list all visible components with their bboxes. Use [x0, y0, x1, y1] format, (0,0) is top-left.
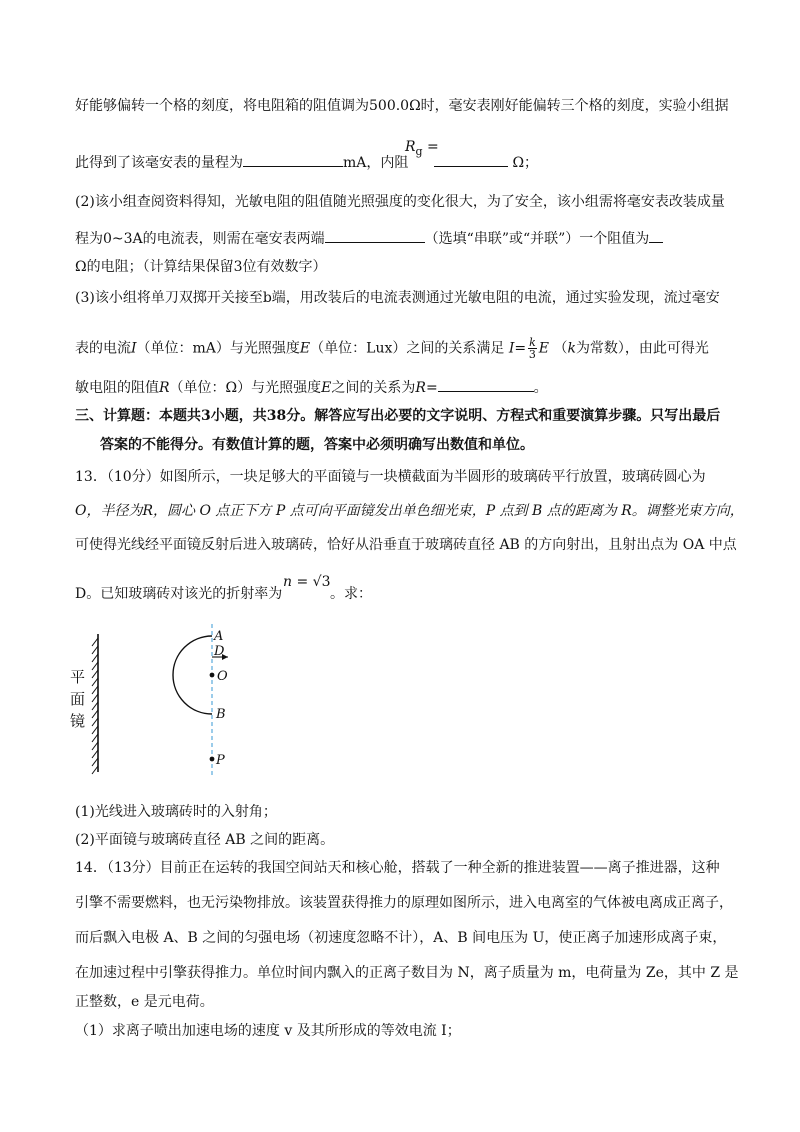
q14-part-1: （1）求离子喷出加速电场的速度 v 及其所形成的等效电流 I； [75, 1023, 461, 1039]
mirror-label-3: 镜 [70, 712, 86, 730]
q14-line-5: 正整数，e 是元电荷。 [75, 994, 214, 1010]
q13-diagram [62, 620, 262, 780]
text-line-2 [75, 152, 408, 172]
text-line-8: 敏电阻的阻值R（单位：Ω）与光照强度E之间的关系为R= 。 [75, 377, 548, 397]
q14-line-4: 在加速过程中引擎获得推力。单位时间内飘入的正离子数目为 N，离子质量为 m，电荷量为 Ze，其中 Z 是 [75, 965, 739, 981]
q13-line-2: O，半径为R，圆心 O 点正下方 P 点可向平面镜发出单色细光束，P 点到 B 点的距离为 R。调整光束方向， [75, 503, 744, 519]
label-o: O [217, 669, 228, 684]
fraction-k-over-3: $\frac{k}{3}$ [528, 336, 536, 361]
text-line-7: 表的电流I（单位：mA）与光照强度E（单位：Lux）之间的关系满足 I= $\frac{k}{3}$ E （k为常数），由此可得光 [75, 336, 709, 361]
section-3-heading: 三、计算题：本题共3小题，共38分。解答应写出必要的文字说明、方程式和重要演算步骤。只写出最后 [75, 408, 721, 424]
text-line-4: 程为0~3A的电流表，则需在毫安表两端 （选填“串联”或“并联”）一个阻值为 [75, 228, 663, 248]
text-line-1: 好能够偏转一个格的刻度，将电阻箱的阻值调为500.0Ω时，毫安表刚好能偏转三个格的刻度，实验小组据 [75, 98, 729, 114]
text-range-prompt: 此得到了该毫安表的量程为 [75, 155, 243, 171]
q13-ask: 。求： [330, 586, 372, 602]
resistance-blank[interactable] [434, 152, 508, 167]
point-p [210, 757, 215, 762]
label-a: A [214, 629, 224, 644]
q13-line-3: 可使得光线经平面镜反射后进入玻璃砖，恰好从沿垂直于玻璃砖直径 AB 的方向射出，且射出点为 OA 中点 [75, 537, 737, 553]
mirror-hatching [92, 638, 98, 774]
label-b: B [216, 707, 226, 722]
label-p: P [216, 753, 225, 768]
text-line-6: (3)该小组将单刀双掷开关接至b端，用改装后的电流表测通过光敏电阻的电流，通过实验发现，流过毫安 [75, 290, 720, 306]
text-resistance-prompt: mA，内阻 [343, 155, 409, 171]
resistor-value-blank[interactable] [649, 228, 663, 243]
r-expression-blank[interactable] [438, 377, 534, 392]
connection-blank[interactable] [325, 228, 425, 243]
semicircle-glass [173, 636, 212, 714]
q13-line-1: 13．（10分）如图所示，一块足够大的平面镜与一块横截面为半圆形的玻璃砖平行放置，玻璃砖圆心为 [75, 469, 706, 485]
q14-line-1: 14．（13分）目前正在运转的我国空间站天和核心舱，搭载了一种全新的推进装置——离子推进器，这种 [75, 860, 720, 876]
label-d: D [214, 644, 225, 659]
q14-line-2: 引擎不需要燃料，也无污染物排放。该装置获得推力的原理如图所示，进入电离室的气体被电离成正离子， [75, 895, 733, 911]
text-line-2-tail: Ω； [434, 152, 538, 172]
mirror-label-2: 面 [70, 690, 86, 708]
refractive-index-formula: n = √3 [283, 574, 331, 590]
text-line-5: Ω的电阻；（计算结果保留3位有效数字） [75, 259, 327, 275]
rg-symbol: $R_g$ = [405, 139, 439, 158]
point-o [210, 673, 215, 678]
q13-part-2: (2)平面镜与玻璃砖直径 AB 之间的距离。 [75, 832, 335, 848]
q13-part-1: (1)光线进入玻璃砖时的入射角； [75, 804, 277, 820]
mirror-label-1: 平 [70, 668, 86, 686]
q13-line-4: D。已知玻璃砖对该光的折射率为 [75, 586, 283, 602]
text-line-3: (2)该小组查阅资料得知，光敏电阻的阻值随光照强度的变化很大，为了安全，该小组需将毫安表改装成量 [75, 194, 725, 210]
range-blank[interactable] [243, 152, 343, 167]
section-3-heading-cont: 答案的不能得分。有数值计算的题，答案中必须明确写出数值和单位。 [100, 437, 534, 453]
q14-line-3: 而后飘入电极 A、B 之间的匀强电场（初速度忽略不计），A、B 间电压为 U，使正离子加速形成离子束， [75, 930, 727, 946]
